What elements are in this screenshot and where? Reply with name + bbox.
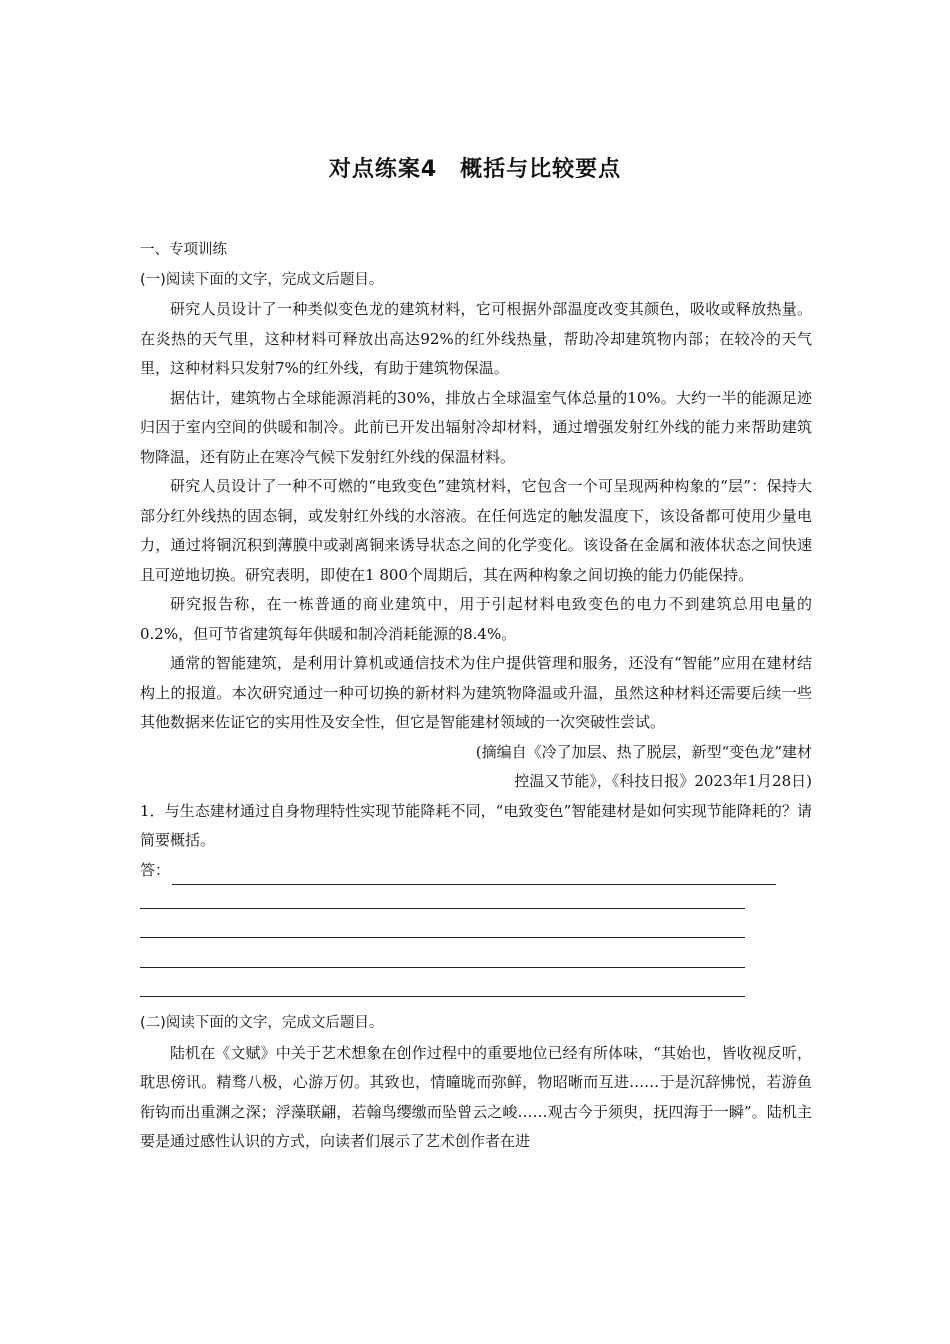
- answer-line[interactable]: [140, 915, 812, 945]
- section-heading: 一、专项训练: [140, 242, 227, 258]
- answer-line[interactable]: [140, 944, 812, 974]
- paragraph: 研究人员设计了一种类似变色龙的建筑材料，它可根据外部温度改变其颜色，吸收或释放热量。在炎热的天气里，这种材料可释放出高达92%的红外线热量，帮助冷却建筑物内部；在较冷的天气里，这种材料只发射7%的红外线，有助于建筑物保温。: [140, 300, 812, 377]
- paragraph: 据估计，建筑物占全球能源消耗的30%，排放占全球温室气体总量的10%。大约一半的能源足迹归因于室内空间的供暖和制冷。此前已开发出辐射冷却材料，通过增强发射红外线的能力来帮助建筑物降温，还有防止在寒冷气候下发射红外线的保温材料。: [140, 388, 812, 466]
- question-1: 1．与生态建材通过自身物理特性实现节能降耗不同，“电致变色”智能建材是如何实现节能降耗的？请简要概括。: [140, 801, 812, 849]
- paragraph: 陆机在《文赋》中关于艺术想象在创作过程中的重要地位已经有所体味，“其始也，皆收视反听，耽思傍讯。精骛八极，心游万仞。其致也，情曈昽而弥鲜，物昭晰而互进……于是沉辞怫悦，若游鱼衔钩而出重渊之深；浮藻联翩，若翰鸟缨缴而坠曾云之峻……观古今于须臾，抚四海于一瞬”。陆机主要是通过感性认识的方式，向读者们展示了艺术创作者在进: [140, 1043, 812, 1150]
- page-title: 对点练案4 概括与比较要点: [328, 157, 622, 182]
- part2-heading: (二)阅读下面的文字，完成文后题目。: [140, 1015, 384, 1031]
- part1-heading: (一)阅读下面的文字，完成文后题目。: [140, 271, 384, 288]
- source-citation-line-1: (摘编自《冷了加层、热了脱层，新型“变色龙”建材: [475, 742, 812, 761]
- paragraph: 研究报告称，在一栋普通的商业建筑中，用于引起材料电致变色的电力不到建筑总用电量的0.2%，但可节省建筑每年供暖和制冷消耗能源的8.4%。: [140, 595, 812, 643]
- answer-area[interactable]: [140, 856, 812, 886]
- answer-line[interactable]: [140, 885, 812, 915]
- document-body: [140, 236, 812, 1157]
- paragraph: 通常的智能建筑，是利用计算机或通信技术为住户提供管理和服务，还没有“智能”应用在建材结构上的报道。本次研究通过一种可切换的新材料为建筑物降温或升温，虽然这种材料还需要后续一些其他数据来佐证它的实用性及安全性，但它是智能建材领域的一次突破性尝试。: [140, 654, 812, 731]
- answer-line[interactable]: [140, 974, 812, 1004]
- answer-label: 答：: [140, 860, 171, 879]
- paragraph: 研究人员设计了一种不可燃的“电致变色”建筑材料，它包含一个可呈现两种构象的“层”：保持大部分红外线热的固态铜，或发射红外线的水溶液。在任何选定的触发温度下，该设备都可使用少量电力，通过将铜沉积到薄膜中或剥离铜来诱导状态之间的化学变化。该设备在金属和液体状态之间快速且可逆地切换。研究表明，即使在1 800个周期后，其在两种构象之间切换的能力仍能保持。: [140, 477, 812, 584]
- source-citation-line-2: 控温又节能》，《科技日报》2023年1月28日): [514, 772, 812, 790]
- answer-line[interactable]: [172, 866, 776, 885]
